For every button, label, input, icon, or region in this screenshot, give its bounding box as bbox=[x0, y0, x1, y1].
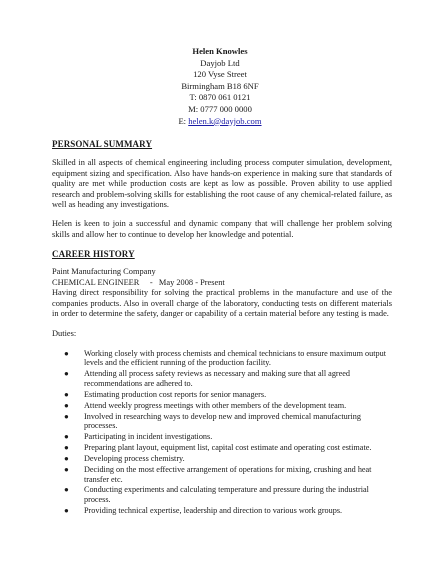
duty-text: Attend weekly progress meetings with other members of the development team. bbox=[84, 400, 347, 410]
duty-text: Involved in researching ways to develop new and improved chemical manufacturing processes. bbox=[84, 411, 361, 431]
duty-item bbox=[52, 465, 392, 484]
bullet-icon: ● bbox=[64, 389, 69, 399]
duty-text: Attending all process safety reviews as necessary and making sure that all agreed recommendations are adhered to. bbox=[84, 369, 350, 388]
duty-text: Deciding on the most effective arrangement of operations for mixing, crushing and heat transfer etc. bbox=[84, 464, 372, 484]
address-street: 120 Vyse Street bbox=[193, 69, 247, 80]
summary-paragraph-1: Skilled in all aspects of chemical engineering including process computer simulation, development, equipment sizing and specification. Also have hands-on experience in making sure that standards of quality are met while production costs are kept as low as possible. Proven ability to use applied research and problem-solving skills for establishing the root cause of any chemical-related failure, as well as heading any investigations. bbox=[52, 158, 392, 210]
duty-item bbox=[52, 443, 392, 453]
duty-item bbox=[52, 390, 392, 400]
duty-item bbox=[52, 432, 392, 442]
email-link[interactable]: helen.k@dayjob.com bbox=[188, 115, 262, 126]
bullet-icon: ● bbox=[64, 400, 69, 410]
summary-paragraph-2: Helen is keen to join a successful and dynamic company that will challenge her problem solving skills and allow her to continue to develop her knowledge and potential. bbox=[52, 218, 392, 239]
contact-header bbox=[0, 46, 440, 127]
duty-text: Providing technical expertise, leadership and direction to various work groups. bbox=[84, 505, 343, 515]
address-city: Birmingham B18 6NF bbox=[181, 80, 259, 91]
job-description: Having direct responsibility for solving the practical problems in the manufacture and use of the companies products. Also in overall charge of the laboratory, conducting tests on different materials in order to determine the safety, danger or capability of a certain material before any testing is made. bbox=[52, 288, 392, 319]
bullet-icon: ● bbox=[64, 369, 69, 379]
bullet-icon: ● bbox=[64, 485, 69, 495]
career-history-section bbox=[52, 249, 392, 517]
duties-list bbox=[52, 349, 392, 516]
employer-name: Paint Manufacturing Company bbox=[52, 267, 156, 276]
candidate-name: Helen Knowles bbox=[192, 46, 248, 56]
duty-item bbox=[52, 412, 392, 431]
email-line bbox=[0, 116, 440, 128]
duties-label: Duties: bbox=[52, 328, 77, 338]
duty-text: Participating in incident investigations. bbox=[84, 432, 213, 442]
personal-summary-title: PERSONAL SUMMARY bbox=[52, 139, 153, 149]
bullet-icon: ● bbox=[64, 348, 69, 358]
duty-text: Developing process chemistry. bbox=[84, 453, 185, 463]
email-prefix: E: bbox=[178, 115, 187, 126]
duty-item bbox=[52, 485, 392, 504]
career-history-title: CAREER HISTORY bbox=[52, 249, 135, 259]
duty-text: Preparing plant layout, equipment list, capital cost estimate and operating cost estimate. bbox=[84, 443, 372, 453]
bullet-icon: ● bbox=[64, 443, 69, 453]
bullet-icon: ● bbox=[64, 505, 69, 515]
duty-item bbox=[52, 369, 392, 388]
mobile-number: M: 0777 000 0000 bbox=[188, 103, 252, 114]
personal-summary-section bbox=[52, 139, 392, 240]
duty-item bbox=[52, 349, 392, 368]
bullet-icon: ● bbox=[64, 453, 69, 463]
bullet-icon: ● bbox=[64, 411, 69, 421]
duty-item bbox=[52, 401, 392, 411]
duty-item bbox=[52, 506, 392, 516]
duty-item bbox=[52, 454, 392, 464]
job-title-line: CHEMICAL ENGINEER - May 2008 - Present bbox=[52, 277, 225, 287]
bullet-icon: ● bbox=[64, 464, 69, 474]
duty-text: Working closely with process chemists and chemical technicians to ensure maximum output levels and the efficient running of the production facility. bbox=[84, 348, 386, 368]
current-employer: Dayjob Ltd bbox=[200, 57, 240, 68]
duty-text: Conducting experiments and calculating temperature and pressure during the industrial process. bbox=[84, 485, 369, 505]
duty-text: Estimating production cost reports for senior managers. bbox=[84, 389, 267, 399]
phone-number: T: 0870 061 0121 bbox=[189, 92, 251, 103]
bullet-icon: ● bbox=[64, 432, 69, 442]
